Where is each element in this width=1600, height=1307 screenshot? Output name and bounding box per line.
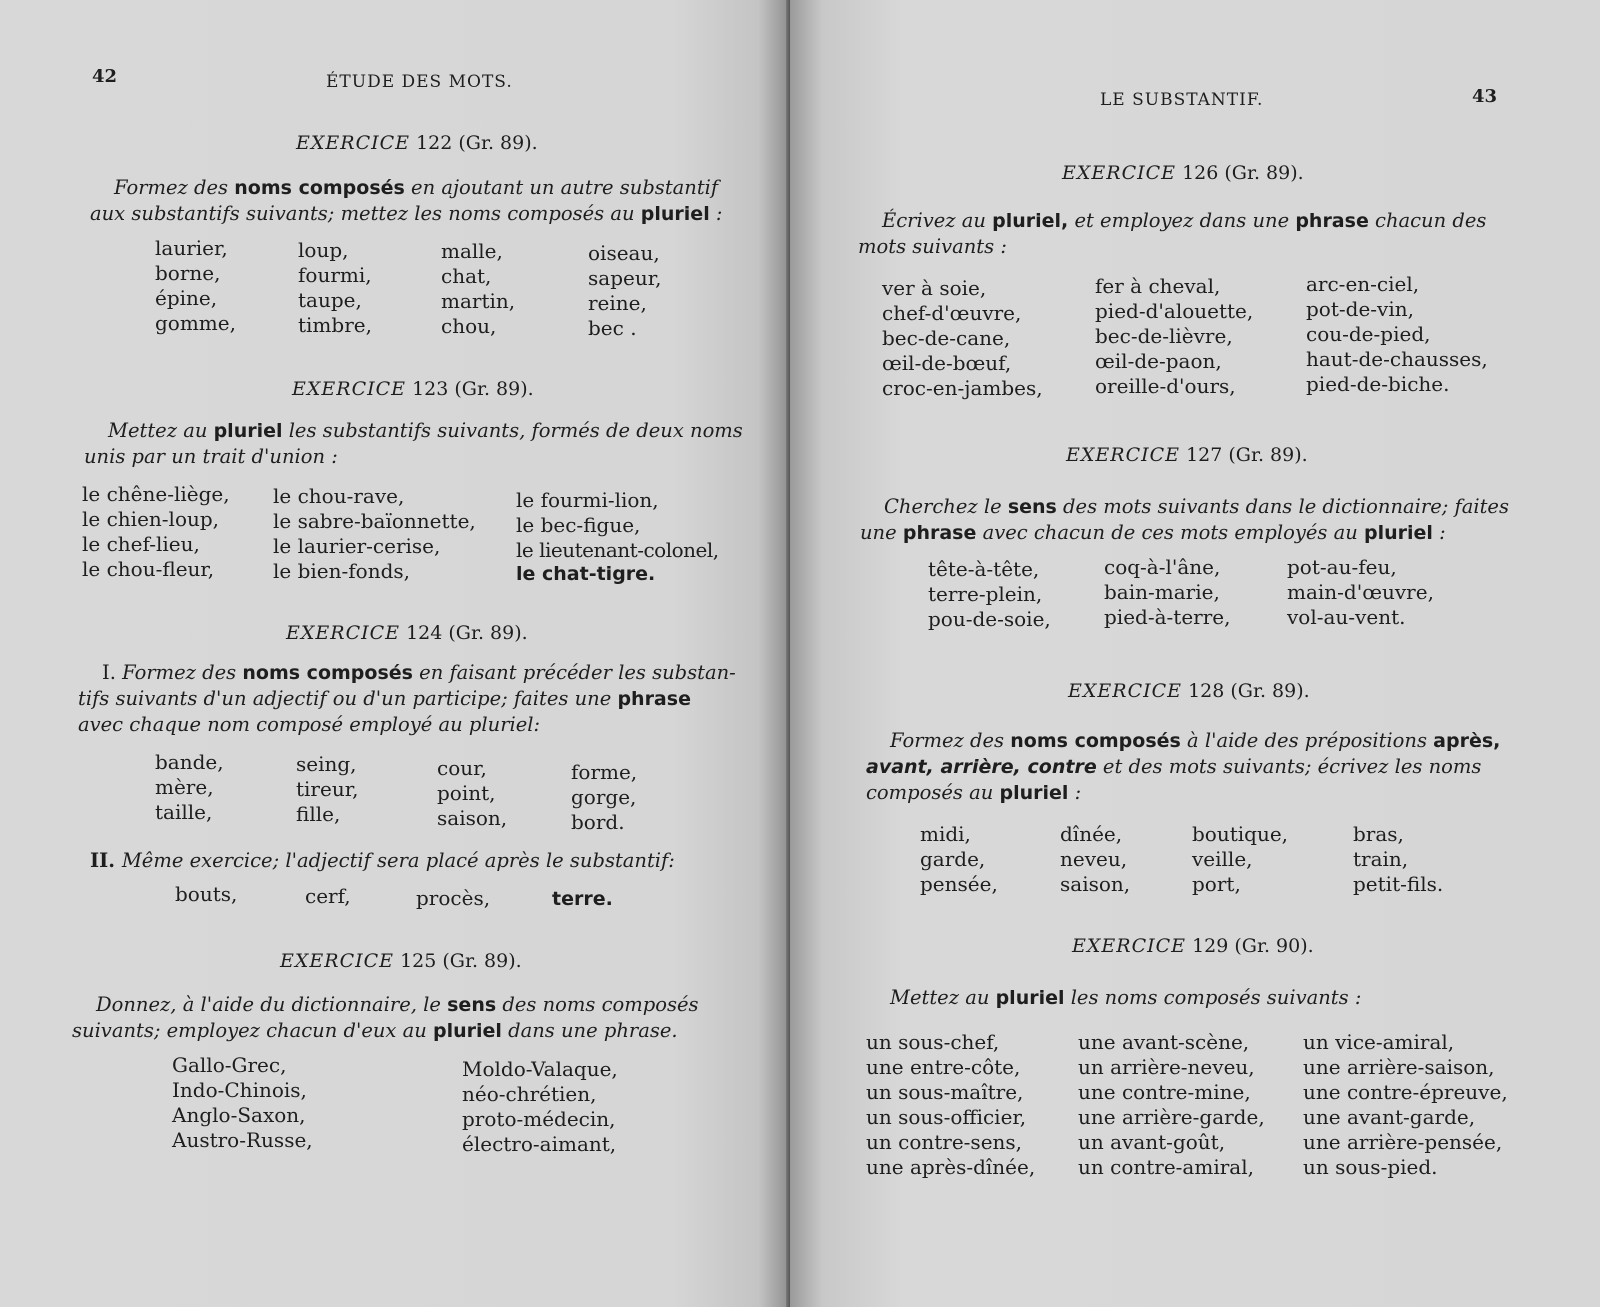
word: une contre-épreuve, — [1303, 1080, 1508, 1104]
word: une après-dînée, — [866, 1155, 1036, 1179]
word: le bien-fonds, — [273, 559, 411, 583]
word: pensée, — [920, 872, 998, 896]
word: bande, — [155, 750, 224, 774]
word: gorge, — [571, 785, 637, 809]
word: un sous-chef, — [866, 1030, 1000, 1054]
word: veille, — [1192, 847, 1253, 871]
word: pied-de-biche. — [1306, 372, 1450, 396]
word: midi, — [920, 822, 971, 846]
word: le chef-lieu, — [82, 532, 200, 556]
word: le laurier-cerise, — [273, 534, 441, 558]
word: haut-de-chausses, — [1306, 347, 1488, 371]
word: loup, — [298, 238, 349, 262]
exercise-instructions: Écrivez au pluriel, et employez dans une phrase chacun des mots suivants : — [858, 209, 1487, 258]
exercise-part-two: II. Même exercice; l'adjectif sera placé après le substantif: — [90, 849, 675, 872]
word: cou-de-pied, — [1306, 322, 1431, 346]
word: un sous-pied. — [1303, 1155, 1438, 1179]
word: fourmi, — [298, 263, 372, 287]
word: le lieutenant-colonel, — [516, 538, 719, 562]
word: ver à soie, — [882, 276, 987, 300]
word: taupe, — [298, 288, 362, 312]
word: bras, — [1353, 822, 1404, 846]
word: un sous-officier, — [866, 1105, 1027, 1129]
word: une arrière-pensée, — [1303, 1130, 1503, 1154]
word: malle, — [441, 239, 503, 263]
exercise-instructions: Cherchez le sens des mots suivants dans le dictionnaire; faites une phrase avec chacun de ces mots employés au pluriel : — [860, 495, 1509, 544]
word: seing, — [296, 752, 357, 776]
word: le chou-rave, — [273, 484, 405, 508]
word: un avant-goût, — [1078, 1130, 1226, 1154]
word: Gallo-Grec, — [172, 1053, 287, 1077]
word: néo-chrétien, — [462, 1082, 597, 1106]
word: terre. — [552, 888, 613, 910]
word: Moldo-Valaque, — [462, 1057, 618, 1081]
word: sapeur, — [588, 266, 662, 290]
word: pou-de-soie, — [928, 607, 1051, 631]
word: le sabre-baïonnette, — [273, 509, 476, 533]
exercise-instructions: Formez des noms composés à l'aide des prépositions après, avant, arrière, contre et des mots suivants; écrivez les noms composés au pluriel : — [866, 729, 1501, 804]
word: saison, — [1060, 872, 1131, 896]
exercise-title: EXERCICE 126 (Gr. 89). — [1062, 162, 1304, 184]
word: garde, — [920, 847, 986, 871]
word: forme, — [571, 760, 638, 784]
word: œil-de-bœuf, — [882, 351, 1012, 375]
word: mère, — [155, 775, 214, 799]
word: un sous-maître, — [866, 1080, 1024, 1104]
word: saison, — [437, 806, 508, 830]
word: chou, — [441, 314, 497, 338]
word: le fourmi-lion, — [516, 488, 659, 512]
word: point, — [437, 781, 496, 805]
word: coq-à-l'âne, — [1104, 555, 1221, 579]
word: bec-de-cane, — [882, 326, 1011, 350]
word: procès, — [416, 886, 491, 910]
word: une avant-scène, — [1078, 1030, 1250, 1054]
exercise-instructions: Mettez au pluriel les substantifs suivants, formés de deux noms unis par un trait d'union : — [84, 419, 743, 468]
word: oiseau, — [588, 241, 660, 265]
word: Indo-Chinois, — [172, 1078, 307, 1102]
word: timbre, — [298, 313, 372, 337]
word: un arrière-neveu, — [1078, 1055, 1255, 1079]
word: laurier, — [155, 236, 228, 260]
exercise-title: EXERCICE 129 (Gr. 90). — [1072, 935, 1314, 957]
word: le chêne-liège, — [82, 482, 230, 506]
word: reine, — [588, 291, 647, 315]
word: oreille-d'ours, — [1095, 374, 1236, 398]
word: gomme, — [155, 311, 236, 335]
exercise-title: EXERCICE 122 (Gr. 89). — [296, 132, 538, 154]
word: borne, — [155, 261, 221, 285]
exercise-instructions: Mettez au pluriel les noms composés suivants : — [890, 986, 1362, 1009]
exercise-title: EXERCICE 124 (Gr. 89). — [286, 622, 528, 644]
word: cerf, — [305, 884, 351, 908]
word: une arrière-saison, — [1303, 1055, 1495, 1079]
word: Austro-Russe, — [172, 1128, 313, 1152]
word: chat, — [441, 264, 492, 288]
word: main-d'œuvre, — [1287, 580, 1434, 604]
word: un vice-amiral, — [1303, 1030, 1455, 1054]
exercise-title: EXERCICE 123 (Gr. 89). — [292, 378, 534, 400]
word: vol-au-vent. — [1287, 605, 1406, 629]
word: fer à cheval, — [1095, 274, 1221, 298]
right-page — [790, 0, 1600, 1307]
word: proto-médecin, — [462, 1107, 616, 1131]
word: fille, — [296, 802, 341, 826]
exercise-title: EXERCICE 128 (Gr. 89). — [1068, 680, 1310, 702]
exercise-instructions: Donnez, à l'aide du dictionnaire, le sens des noms composés suivants; employez chacun d'eux au pluriel dans une phrase. — [72, 993, 699, 1042]
exercise-title: EXERCICE 125 (Gr. 89). — [280, 950, 522, 972]
word: petit-fils. — [1353, 872, 1444, 896]
word: pot-de-vin, — [1306, 297, 1414, 321]
word: pied-d'alouette, — [1095, 299, 1254, 323]
word: terre-plein, — [928, 582, 1043, 606]
running-head: LE SUBSTANTIF. — [1100, 90, 1264, 110]
word: œil-de-paon, — [1095, 349, 1222, 373]
word: une contre-mine, — [1078, 1080, 1251, 1104]
word: bain-marie, — [1104, 580, 1220, 604]
word: dînée, — [1060, 822, 1123, 846]
word: un contre-sens, — [866, 1130, 1023, 1154]
left-page — [0, 0, 790, 1307]
word: épine, — [155, 286, 218, 310]
word: bec . — [588, 316, 637, 340]
page-number: 42 — [92, 66, 118, 87]
word: bord. — [571, 810, 625, 834]
word: le chou-fleur, — [82, 557, 215, 581]
exercise-title: EXERCICE 127 (Gr. 89). — [1066, 444, 1308, 466]
word: pied-à-terre, — [1104, 605, 1231, 629]
word: un contre-amiral, — [1078, 1155, 1254, 1179]
word: port, — [1192, 872, 1241, 896]
word: le bec-figue, — [516, 513, 641, 537]
word: arc-en-ciel, — [1306, 272, 1420, 296]
word: neveu, — [1060, 847, 1128, 871]
word: Anglo-Saxon, — [172, 1103, 306, 1127]
word: martin, — [441, 289, 516, 313]
word: bec-de-lièvre, — [1095, 324, 1233, 348]
word: tireur, — [296, 777, 359, 801]
running-head: ÉTUDE DES MOTS. — [326, 72, 513, 92]
word: chef-d'œuvre, — [882, 301, 1022, 325]
word: électro-aimant, — [462, 1132, 617, 1156]
word: boutique, — [1192, 822, 1289, 846]
exercise-instructions: Formez des noms composés en ajoutant un autre substantif aux substantifs suivants; mettez les noms composés au pluriel : — [90, 176, 723, 225]
word: une entre-côte, — [866, 1055, 1021, 1079]
word: le chat-tigre. — [516, 563, 656, 585]
page-number: 43 — [1472, 86, 1498, 107]
exercise-instructions: I. Formez des noms composés en faisant précéder les substan- tifs suivants d'un adjectif ou d'un participe; faites une phrase avec chaque nom composé employé au pluriel: — [78, 661, 736, 736]
word: pot-au-feu, — [1287, 555, 1397, 579]
word: une avant-garde, — [1303, 1105, 1476, 1129]
word: croc-en-jambes, — [882, 376, 1043, 400]
word: tête-à-tête, — [928, 557, 1040, 581]
word: le chien-loup, — [82, 507, 220, 531]
word: une arrière-garde, — [1078, 1105, 1265, 1129]
word: cour, — [437, 756, 487, 780]
word: taille, — [155, 800, 213, 824]
word: train, — [1353, 847, 1409, 871]
word: bouts, — [175, 882, 238, 906]
